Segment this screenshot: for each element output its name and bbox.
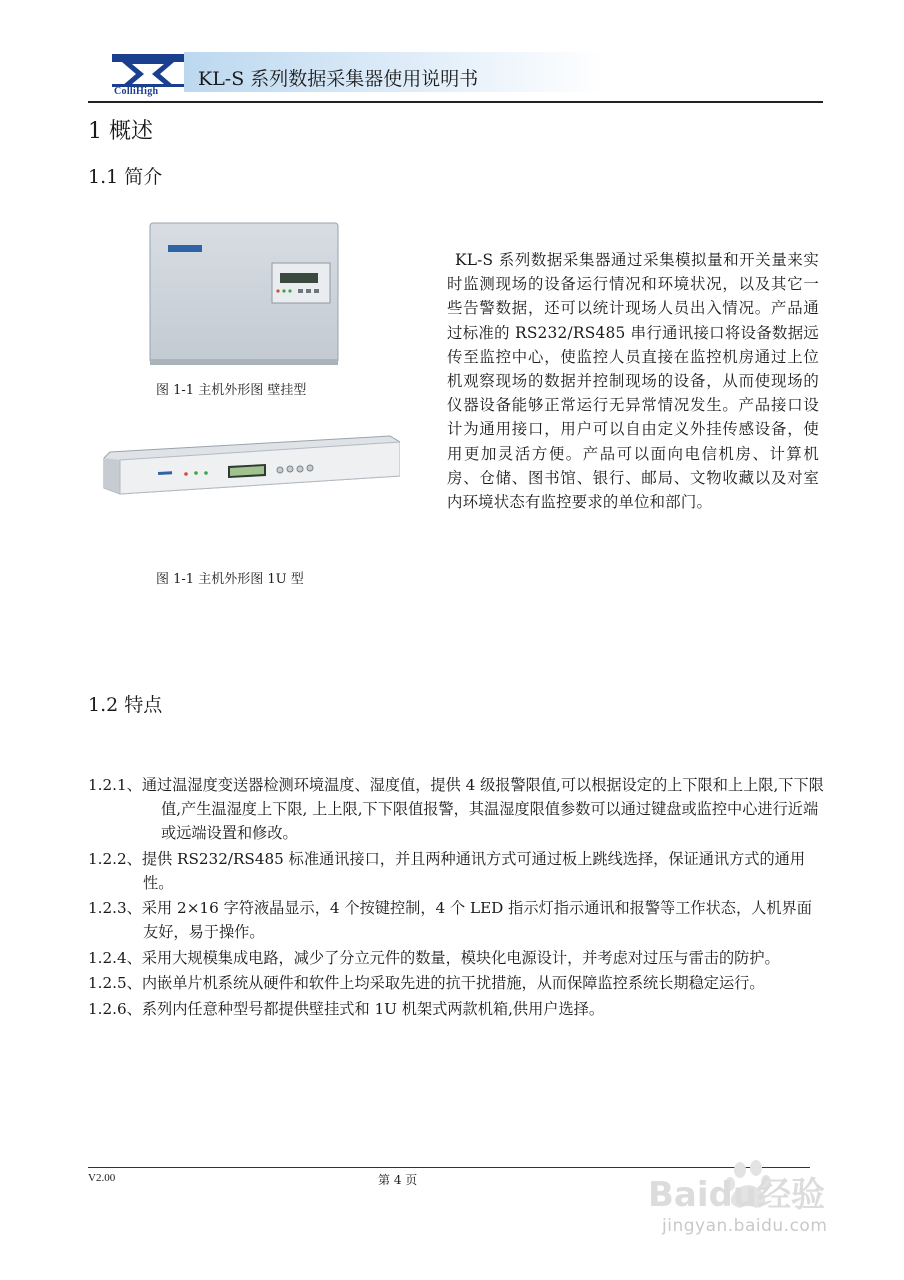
wall-mount-device-image [148, 221, 340, 369]
watermark-brand: Baidu经验 [648, 1175, 826, 1215]
figure-caption-wall-mount: 图 1-1 主机外形图 壁挂型 [156, 383, 307, 398]
feature-list [88, 773, 826, 1023]
document-version: V2.00 [88, 1172, 116, 1184]
baidu-watermark-icon [648, 1160, 858, 1250]
feature-item: 1.2.3、采用 2×16 字符液晶显示，4 个按键控制，4 个 LED 指示灯指示通讯和报警等工作状态，人机界面友好，易于操作。 [88, 899, 812, 942]
watermark-url: jingyan.baidu.com [662, 1216, 828, 1236]
logo-text: ColliHigh [114, 86, 159, 97]
rack-mount-device-image [100, 430, 400, 502]
page-header [88, 48, 823, 102]
figure-caption-rack-mount: 图 1-1 主机外形图 1U 型 [156, 572, 304, 587]
header-divider [88, 101, 823, 103]
feature-item: 1.2.5、内嵌单片机系统从硬件和软件上均采取先进的抗干扰措施，从而保障监控系统长期稳定运行。 [88, 974, 765, 993]
document-title: KL-S 系列数据采集器使用说明书 [198, 68, 479, 90]
intro-paragraph: KL-S 系列数据采集器通过采集模拟量和开关量来实时监测现场的设备运行情况和环境状况，以及其它一些告警数据，还可以统计现场人员出入情况。产品通过标准的 RS232/RS485 串行通讯接口将设备数据远传至监控中心，使监控人员直接在监控机房通过上位机观察现场的数据并控制现场的设备，从而使现场的仪器设备能够正常运行无异常情况发生。产品接口设计为通用接口，用户可以自由定义外挂传感设备，使用更加灵活方便。产品可以面向电信机房、计算机房、仓储、图书馆、银行、邮局、文物收藏以及对室内环境状态有监控要求的单位和部门。 [447, 251, 819, 512]
section-heading-overview: 1 概述 [88, 119, 153, 144]
page-number: 第 4 页 [378, 1173, 418, 1187]
section-heading-features: 1.2 特点 [88, 694, 163, 716]
feature-item: 1.2.6、系列内任意种型号都提供壁挂式和 1U 机架式两款机箱,供用户选择。 [88, 999, 605, 1018]
section-heading-intro: 1.1 简介 [88, 166, 163, 188]
feature-item: 1.2.2、提供 RS232/RS485 标准通讯接口，并且两种通讯方式可通过板上跳线选择，保证通讯方式的通用性。 [88, 849, 806, 892]
feature-item: 1.2.1、通过温湿度变送器检测环境温度、湿度值，提供 4 级报警限值,可以根据设定的上下限和上上限,下下限值,产生温湿度上下限, 上上限,下下限值报警，其温湿度限值参数可以通过键盘或监控中心进行近端或远端设置和修改。 [88, 776, 824, 842]
feature-item: 1.2.4、采用大规模集成电路，减少了分立元件的数量，模块化电源设计，并考虑对过压与雷击的防护。 [88, 948, 780, 967]
